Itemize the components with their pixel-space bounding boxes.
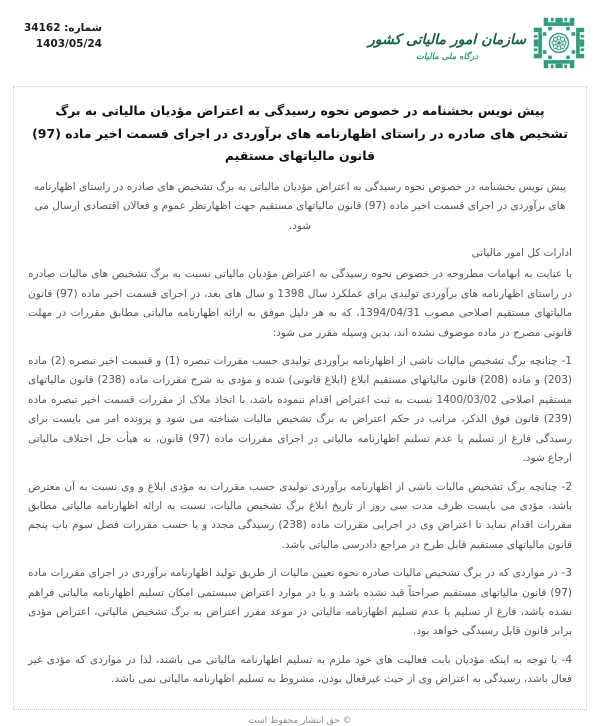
document-meta (24, 16, 102, 53)
paragraph-item-3: 3- در مواردی که در برگ تشخیص مالیات صادره نحوه تعیین مالیات از طریق تولید اظهارنامه برآوردی در اجرای مقررات ماده (97) قانون مالیاتهای مستقیم صراحتاً قید نشده باشد و یا در موارد اعتراض سیستمی امکان تسلیم اظهارنامه مالیاتی فراهم نشده باشد، فارغ از تسلیم یا عدم تسلیم اظهارنامه مالیاتی در موعد مقرر اعتراض به برگ تشخیص مالیاتی، اعتراض مؤدی برابر قانون قابل رسیدگی خواهد بود. (28, 567, 572, 638)
circular-title: پیش نویس بخشنامه در خصوص نحوه رسیدگی به اعتراض مؤدیان مالیاتی به برگ تشخیص های صادره در راستای اظهارنامه های برآوردی در اجرای قسمت اخیر ماده (97) قانون مالیاتهای مستقیم (32, 103, 568, 163)
document-number: شماره: 34162 (24, 22, 102, 34)
organization-subtitle: درگاه ملی مالیات (415, 51, 479, 62)
organization-name: سازمان امور مالیاتی کشور (367, 32, 526, 49)
organization-names (368, 24, 526, 62)
circular-body (13, 86, 587, 710)
tax-administration-logo-icon (532, 16, 586, 70)
addressee: ادارات کل امور مالیاتی (471, 247, 572, 260)
circular-intro: پیش نویس بخشنامه در خصوص نحوه رسیدگی به اعتراض مؤدیان مالیاتی به برگ تشخیص های صادره در راستای اظهارنامه های برآوردی در اجرای قسمت اخیر ماده (97) قانون مالیاتهای مستقیم جهت اظهارنظر عموم و فعالان اقتصادی ارسال می شود. (33, 180, 567, 233)
paragraph-preamble: با عنایت به ابهامات مطروحه در خصوص نحوه رسیدگی به اعتراض مؤدیان مالیاتی نسبت به برگ تشخیص های مالیات صادره در راستای اظهارنامه های برآوردی تولیدی برای عملکرد سال 1398 و سال های بعد، در اجرای قسمت اخیر ماده (97) قانون مالیاتهای مستقیم اصلاحی مصوب 1394/04/31، که به هر دلیل موفق به ارائه اظهارنامه مالیاتی مطابق مقررات در مهلت قانونی مصرح در ماده موصوف نشده اند، بدین وسیله مقرر می شود: (28, 268, 573, 339)
document-date: 1403/05/24 (35, 38, 102, 51)
paragraph-item-1: 1- چنانچه برگ تشخیص مالیات ناشی از اظهارنامه برآوردی تولیدی حسب مقررات تبصره (1) و قسمت اخیر تبصره (2) ماده (203) و ماده (208) قانون مالیاتهای مستقیم ابلاغ (ابلاغ قانونی) شده و مؤدی به شرح مقررات ماده (238) قانون مالیاتهای مستقیم اصلاحی 1400/03/02 نسبت به ثبت اعتراض اقدام ننموده باشد، با اتخاذ ملاک از مقررات قسمت اخیر تبصره ماده (239) قانون فوق الذکر، مراتب در حکم اعتراض به برگ تشخیص مالیات شناخته می شود و پرونده امر می بایست برای رسیدگی فارغ از تسلیم یا عدم تسلیم اظهارنامه مالیاتی در اجرای مقررات ماده (97) قانون، به هیأت حل اختلاف مالیاتی ارجاع شود. (28, 355, 572, 465)
paragraph-item-4: 4- با توجه به اینکه مؤدیان بابت فعالیت های خود ملزم به تسلیم اظهارنامه مالیاتی می باشند، لذا در مواردی که مؤدی غیر فعال باشد، رسیدگی به اعتراض وی از حیث غیرفعال بودن، مشروط به تسلیم اظهارنامه مالیاتی نمی باشد. (28, 653, 572, 686)
document-header (0, 0, 600, 70)
organization-block (368, 16, 586, 70)
copyright-notice: © حق انتشار محفوظ است (248, 715, 352, 726)
paragraph-item-2: 2- چنانچه برگ تشخیص مالیات ناشی از اظهارنامه برآوردی تولیدی حسب مقررات به مؤدی ابلاغ و وی نسبت به آن معترض باشد، مؤدی می بایست ظرف مدت سی روز از تاریخ ابلاغ برگ تشخیص مالیات، نسبت به ارائه اظهارنامه مالیاتی مطابق مقررات اقدام نماید تا اعتراض وی در اجرایی مقررات ماده (238) رسیدگی مجدد و یا حسب مقررات فصل سوم باب پنجم قانون مالیاتهای مستقیم قابل طرح در مراجع دادرسی مالیاتی باشد. (28, 480, 572, 551)
